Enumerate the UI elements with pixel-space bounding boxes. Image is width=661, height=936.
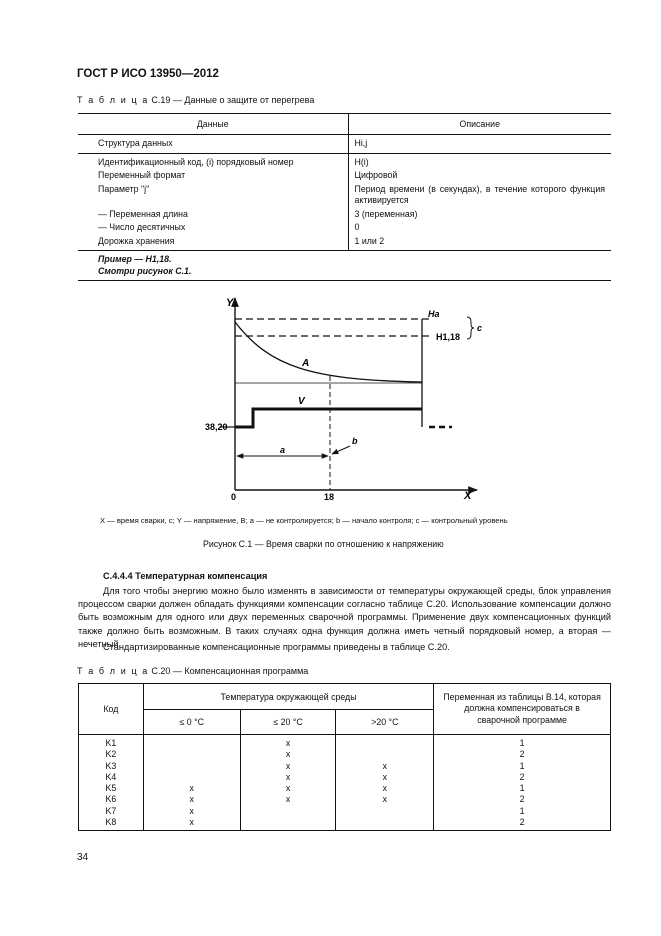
cell-variable: 1 bbox=[434, 806, 611, 817]
col-header-description: Описание bbox=[348, 114, 611, 135]
document-title: ГОСТ Р ИСО 13950—2012 bbox=[77, 68, 219, 80]
row-label: Параметр "j" bbox=[98, 183, 150, 194]
cell-code: K5 bbox=[79, 783, 144, 794]
ha-label: Ha bbox=[428, 309, 440, 319]
cell-le20: x bbox=[240, 761, 336, 772]
cell-variable: 2 bbox=[434, 817, 611, 831]
row-label: Структура данных bbox=[78, 135, 348, 154]
cell-code: K3 bbox=[79, 761, 144, 772]
table-row bbox=[79, 817, 611, 831]
cell-le20 bbox=[240, 817, 336, 831]
row-label: Дорожка хранения bbox=[78, 235, 348, 251]
row-label: Переменный формат bbox=[98, 170, 186, 180]
cell-variable: 2 bbox=[434, 794, 611, 805]
cell-le0: x bbox=[143, 783, 240, 794]
cell-le0: x bbox=[143, 806, 240, 817]
row-value: 1 или 2 bbox=[348, 235, 611, 251]
col-header-gt20: >20 °C bbox=[336, 710, 434, 735]
section-paragraph-2: Стандартизированные компенсационные программы приведены в таблице С.20. bbox=[103, 642, 450, 652]
cell-le20 bbox=[240, 806, 336, 817]
row-value: 0 bbox=[348, 221, 611, 235]
row-value: 3 (переменная) bbox=[348, 208, 611, 222]
table-caption-prefix: Т а б л и ц а bbox=[77, 95, 149, 105]
cell-le20: x bbox=[240, 735, 336, 750]
table-row bbox=[78, 183, 611, 208]
cell-le0 bbox=[143, 761, 240, 772]
table-row bbox=[79, 735, 611, 750]
row-value: H(i) bbox=[348, 153, 611, 169]
col-header-le20: ≤ 20 °C bbox=[240, 710, 336, 735]
tick-0: 0 bbox=[231, 492, 237, 502]
page-number: 34 bbox=[77, 852, 89, 863]
table-caption-number: С.19 — Данные о защите от перегрева bbox=[151, 95, 315, 105]
cell-gt20: x bbox=[336, 794, 434, 805]
cell-code: K2 bbox=[79, 749, 144, 760]
row-value: Цифровой bbox=[348, 169, 611, 183]
row-label: — Число десятичных bbox=[98, 222, 186, 232]
cell-le20: x bbox=[240, 783, 336, 794]
cell-gt20: x bbox=[336, 783, 434, 794]
voltage-step-line bbox=[235, 409, 422, 427]
level-3820-label: 38,20 bbox=[205, 422, 228, 432]
table-c20-caption bbox=[77, 666, 308, 676]
curve-a-label: A bbox=[302, 358, 310, 369]
cell-le0: x bbox=[143, 794, 240, 805]
curve-a bbox=[235, 322, 422, 382]
b-label: b bbox=[352, 436, 358, 446]
b-pointer-arrow bbox=[332, 446, 350, 454]
table-c19 bbox=[78, 113, 611, 281]
cell-code: K7 bbox=[79, 806, 144, 817]
table-row bbox=[79, 749, 611, 760]
example-text: Пример — H1,18. bbox=[98, 254, 172, 264]
c-brace bbox=[467, 317, 474, 339]
cell-gt20 bbox=[336, 735, 434, 750]
cell-le0 bbox=[143, 735, 240, 750]
cell-code: K6 bbox=[79, 794, 144, 805]
cell-variable: 2 bbox=[434, 772, 611, 783]
tick-18: 18 bbox=[324, 492, 335, 502]
table-row bbox=[78, 235, 611, 251]
col-header-variable: Переменная из таблицы В.14, которая должна компенсироваться в сварочной программе bbox=[434, 684, 611, 735]
cell-gt20 bbox=[336, 749, 434, 760]
cell-gt20 bbox=[336, 817, 434, 831]
table-row bbox=[78, 208, 611, 222]
cell-le0: x bbox=[143, 817, 240, 831]
row-value: Период времени (в секундах), в течение которого функция активируется bbox=[348, 183, 611, 208]
cell-variable: 1 bbox=[434, 735, 611, 750]
cell-gt20: x bbox=[336, 761, 434, 772]
a-label: a bbox=[280, 445, 286, 455]
c-label: c bbox=[477, 323, 483, 333]
cell-le20: x bbox=[240, 772, 336, 783]
cell-le20: x bbox=[240, 794, 336, 805]
table-row bbox=[79, 783, 611, 794]
section-heading: С.4.4.4 Температурная компенсация bbox=[103, 571, 268, 581]
cell-le0 bbox=[143, 749, 240, 760]
x-axis-label: X bbox=[464, 490, 472, 502]
table-c19-caption bbox=[77, 95, 314, 105]
cell-variable: 1 bbox=[434, 761, 611, 772]
cell-variable: 1 bbox=[434, 783, 611, 794]
section-paragraph-1: Для того чтобы энергию можно было изменять в зависимости от температуры окружающей среды, блок управления процессом сварки должен обладать функциями компенсации согласно таблице С.20. Использование компенсации должно быть возможным для одного или двух переменных сварочной программы. Применение двух компенсационных функций также должно быть возможным. В таких случаях одна функция должна иметь четный порядковый номер, а вторая — нечетный. bbox=[78, 586, 611, 649]
table-c20 bbox=[78, 683, 611, 831]
cell-code: K1 bbox=[79, 735, 144, 750]
row-label: — Переменная длина bbox=[98, 208, 188, 219]
table-row bbox=[78, 135, 611, 154]
table-row bbox=[79, 772, 611, 783]
figure-c1 bbox=[190, 292, 490, 507]
v-label: V bbox=[298, 396, 305, 407]
table-row bbox=[78, 169, 611, 183]
cell-code: K8 bbox=[79, 817, 144, 831]
example-note bbox=[78, 251, 611, 281]
table-row bbox=[79, 806, 611, 817]
col-header-temperature: Температура окружающей среды bbox=[143, 684, 433, 710]
cell-variable: 2 bbox=[434, 749, 611, 760]
cell-code: K4 bbox=[79, 772, 144, 783]
col-header-le0: ≤ 0 °C bbox=[143, 710, 240, 735]
table-caption-number: С.20 — Компенсационная программа bbox=[151, 666, 309, 676]
row-value: Hi,j bbox=[348, 135, 611, 154]
y-axis-label: Y bbox=[226, 297, 234, 309]
figure-legend: X — время сварки, с; Y — напряжение, В; a — не контролируется; b — начало контроля; c — контрольный уровень bbox=[100, 516, 508, 525]
row-label: Идентификационный код, (i) порядковый номер bbox=[98, 156, 294, 167]
cell-gt20 bbox=[336, 806, 434, 817]
table-row bbox=[79, 761, 611, 772]
see-figure-text: Смотри рисунок С.1. bbox=[98, 265, 192, 276]
cell-le0 bbox=[143, 772, 240, 783]
cell-gt20: x bbox=[336, 772, 434, 783]
table-row bbox=[78, 153, 611, 169]
col-header-data: Данные bbox=[78, 114, 348, 135]
table-row bbox=[78, 221, 611, 235]
cell-le20: x bbox=[240, 749, 336, 760]
table-row bbox=[79, 794, 611, 805]
figure-caption: Рисунок С.1 — Время сварки по отношению к напряжению bbox=[203, 539, 444, 549]
col-header-code: Код bbox=[79, 684, 144, 735]
table-caption-prefix: Т а б л и ц а bbox=[77, 666, 149, 676]
h118-label: H1,18 bbox=[436, 332, 461, 342]
